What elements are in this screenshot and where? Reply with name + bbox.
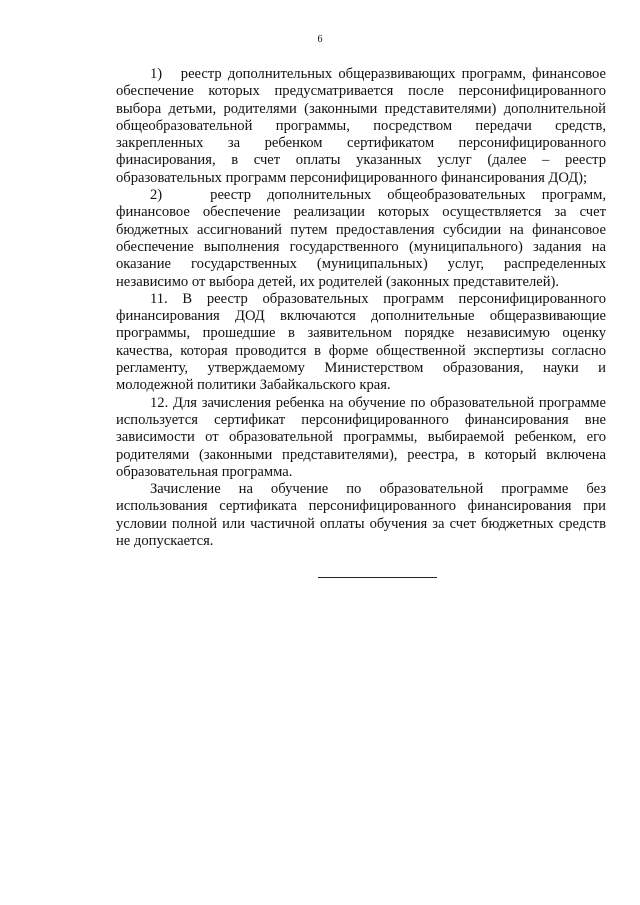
end-separator-line	[318, 577, 437, 578]
clause-number: 12.	[150, 394, 169, 411]
paragraph-text: Зачисление на обучение по образовательной программе без использования сертификата персонифицированного финансирования при условии полной или частичной оплаты обучения за счет бюджетных средств не допускается.	[116, 481, 606, 550]
page-number: 6	[317, 34, 323, 45]
paragraph-registry-2	[116, 187, 606, 291]
paragraph-registry-1	[116, 66, 606, 187]
paragraph-enrollment-note	[116, 481, 606, 550]
paragraph-clause-12	[116, 395, 606, 481]
paragraph-text: В реестр образовательных программ персонифицированного финансирования ДОД включаются дополнительные общеразвивающие программы, прошедшие в заявительном порядке независимую оценку качества, которая проводится в форме общественной экспертизы согласно регламенту, утверждаемому Министерством образования, науки и молодежной политики Забайкальского края.	[116, 290, 606, 394]
list-marker: 2)	[150, 187, 163, 204]
list-marker: 1)	[150, 66, 163, 82]
paragraph-clause-11	[116, 291, 606, 395]
paragraph-text: Для зачисления ребенка на обучение по образовательной программе используется сертификат персонифицированного финансирования вне зависимости от образовательной программы, выбираемой ребенком, его родителями (законными представителями), реестра, в который включена образовательная программа.	[116, 394, 606, 480]
document-body	[116, 66, 606, 550]
clause-number: 11.	[150, 290, 168, 307]
paragraph-text: реестр дополнительных общеразвивающих программ, финансовое обеспечение которых предусматривается после персонифицированного выбора детьми, родителями (законными представителями) дополнительной общеобразовательной программы, посредством передачи средств, закрепленных за ребенком сертификатом персонифицированного финасирования, в счет оплаты указанных услуг (далее – реестр образовательных программ персонифицированного финансирования ДОД);	[116, 66, 606, 186]
paragraph-text: реестр дополнительных общеобразовательных программ, финансовое обеспечение реализации которых осуществляется за счет бюджетных ассигнований путем предоставления субсидии на финансовое обеспечение выполнения государственного (муниципального) задания на оказание государственных (муниципальных) услуг, распределенных независимо от выбора детей, их родителей (законных представителей).	[116, 187, 606, 290]
